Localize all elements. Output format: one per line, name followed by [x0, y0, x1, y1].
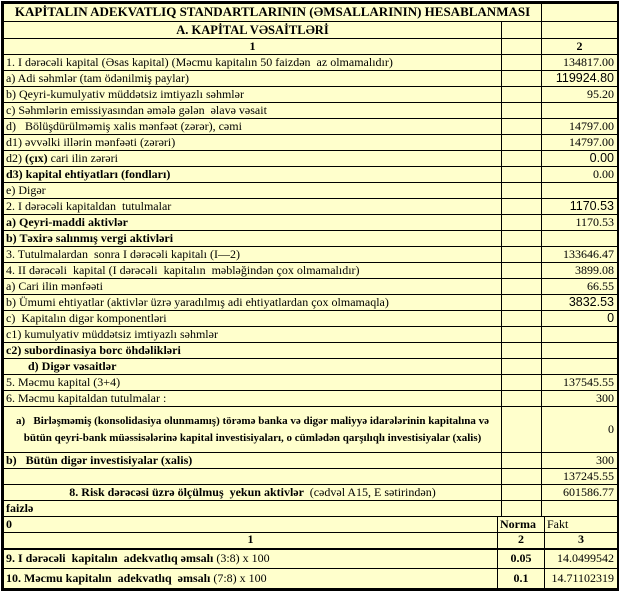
- row-value-cell: [542, 327, 618, 343]
- table-row: [4, 71, 618, 87]
- label-part: (çıx): [25, 150, 48, 165]
- table-row: [4, 263, 618, 279]
- row-mid-cell: [502, 167, 542, 183]
- row-label-cell: [4, 183, 502, 199]
- row-value-cell: 0.00: [542, 151, 618, 167]
- table-row: [4, 327, 618, 343]
- table-row: [4, 103, 618, 119]
- label-part: 3. Tutulmalardan sonra I dərəcəli kapitalı (I—2): [6, 246, 240, 261]
- row-label-cell: [4, 375, 502, 391]
- row-mid-cell: [502, 119, 542, 135]
- row-value-cell: 137245.55: [542, 469, 618, 485]
- table-row: [4, 119, 618, 135]
- label-part: a) Qeyri-maddi aktivlər: [6, 214, 128, 229]
- row-label-cell: [4, 327, 502, 343]
- row-label-cell: [4, 199, 502, 215]
- label-part: b) Qeyri-kumulyativ müddətsiz imtiyazlı səhmlər: [6, 86, 244, 101]
- table-row: [4, 183, 618, 199]
- row-label-cell: [4, 279, 502, 295]
- row-mid-cell: [502, 359, 542, 375]
- table-row: [4, 569, 618, 589]
- row-label-cell: [4, 215, 502, 231]
- row-mid-cell: [502, 135, 542, 151]
- ratio-label-cell: [4, 569, 498, 589]
- label-part: a) Adi səhmlər (tam ödənilmiş paylar): [6, 70, 189, 85]
- fakt-value-cell: 14.71102319: [545, 569, 618, 589]
- label-part: cari ilin zərəri: [47, 150, 118, 165]
- row-value-cell: 0: [542, 311, 618, 327]
- table-row: [4, 295, 618, 311]
- label-part: b) Ümumi ehtiyatlar (aktivlər üzrə yaradılmış adi ehtiyatlardan çox olmamaqla): [6, 294, 389, 309]
- label-part: d1) əvvəlki illərin mənfəəti (zərəri): [6, 134, 176, 149]
- table-row: [4, 501, 618, 517]
- label-part: 1. I dərəcəli kapital (Əsas kapital) (Məcmu kapitalın 50 faizdən az olmamalıdır): [6, 54, 393, 69]
- row-value-cell: 300: [542, 453, 618, 469]
- column-header-1: 1: [4, 39, 502, 55]
- row-label-cell: [4, 119, 502, 135]
- row-value-cell: 0.00: [542, 167, 618, 183]
- table-row: [4, 39, 618, 55]
- row-label-cell: [4, 167, 502, 183]
- table-row: [4, 279, 618, 295]
- table-row: [4, 135, 618, 151]
- empty-cell: [502, 39, 542, 55]
- table-row: [4, 151, 618, 167]
- row-mid-cell: [502, 343, 542, 359]
- label-part: d3) kapital ehtiyatları (fondları): [6, 166, 171, 181]
- label-part: c) Kapitalın digər komponentləri: [6, 310, 167, 325]
- table-row: [4, 87, 618, 103]
- label-part: e) Digər: [6, 182, 46, 197]
- table-row: [4, 453, 618, 469]
- row-value-cell: 137545.55: [542, 375, 618, 391]
- table-row: [4, 375, 618, 391]
- empty-cell: [502, 22, 542, 39]
- norma-header: Norma: [498, 517, 545, 533]
- ratio-label-cell: [4, 549, 498, 569]
- ratio-col-header-2: 2: [498, 533, 545, 549]
- row-mid-cell: [502, 183, 542, 199]
- row-mid-cell: [502, 501, 542, 517]
- row-value-cell: [542, 103, 618, 119]
- row-label-cell: [4, 343, 502, 359]
- row-label-cell: [4, 485, 502, 501]
- label-part: c2) subordinasiya borc öhdəlikləri: [6, 342, 181, 357]
- table-row: [4, 343, 618, 359]
- row-value-cell: 300: [542, 391, 618, 407]
- row-label-cell: [4, 151, 502, 167]
- section-title: A. KAPİTAL VƏSAİTLƏRİ: [4, 22, 502, 39]
- row-value-cell: 95.20: [542, 87, 618, 103]
- row-label-cell: [4, 55, 502, 71]
- label-part: (7:8) x 100: [210, 570, 267, 585]
- row-label-cell: [4, 469, 502, 485]
- row-value-cell: 0: [542, 407, 618, 453]
- column-header-2: 2: [542, 39, 618, 55]
- row-mid-cell: [502, 327, 542, 343]
- row-mid-cell: [502, 453, 542, 469]
- table-row: [4, 533, 618, 549]
- table-row: [4, 231, 618, 247]
- label-part: (3:8) x 100: [213, 550, 270, 565]
- ratio-col-header-3: 3: [545, 533, 618, 549]
- row-mid-cell: [502, 391, 542, 407]
- label-part: b) Bütün digər investisiyalar (xalis): [6, 452, 193, 467]
- row-label-cell: [4, 359, 502, 375]
- table-row: [4, 517, 618, 533]
- row-label-cell: [4, 87, 502, 103]
- row-mid-cell: [502, 87, 542, 103]
- zero-label: 0: [4, 517, 498, 533]
- table-row: [4, 391, 618, 407]
- label-part: d) Digər vəsaitlər: [28, 358, 117, 373]
- row-label-cell: [4, 311, 502, 327]
- row-mid-cell: [502, 247, 542, 263]
- row-value-cell: 66.55: [542, 279, 618, 295]
- row-value-cell: 1170.53: [542, 215, 618, 231]
- label-part: c1) kumulyativ müddətsiz imtiyazlı səhmlər: [6, 326, 218, 341]
- table-row: [4, 167, 618, 183]
- row-mid-cell: [502, 231, 542, 247]
- row-value-cell: [542, 231, 618, 247]
- row-value-cell: 14797.00: [542, 135, 618, 151]
- norma-value-cell: 0.1: [498, 569, 545, 589]
- row-label-cell: [4, 103, 502, 119]
- row-value-cell: [542, 501, 618, 517]
- row-label-cell: [4, 295, 502, 311]
- row-mid-cell: [502, 55, 542, 71]
- label-part: 6. Məcmu kapitaldan tutulmalar :: [6, 390, 167, 405]
- table-row: [4, 22, 618, 39]
- report-table-ratios: [3, 516, 618, 589]
- row-mid-cell: [502, 199, 542, 215]
- label-part: 9. I dərəcəli kapitalın adekvatlıq əmsalı: [6, 550, 214, 565]
- ratio-col-header-1: 1: [4, 533, 498, 549]
- row-value-cell: [542, 343, 618, 359]
- row-label-cell: [4, 453, 502, 469]
- table-row: [4, 469, 618, 485]
- table-row: [4, 55, 618, 71]
- label-part: c) Səhmlərin emissiyasından əmələ gələn əlavə vəsait: [6, 102, 267, 117]
- table-row: [4, 549, 618, 569]
- row-value-cell: 3832.53: [542, 295, 618, 311]
- row-mid-cell: [502, 215, 542, 231]
- table-row: [4, 247, 618, 263]
- row-mid-cell: [502, 263, 542, 279]
- report-table-top: [3, 3, 618, 517]
- label-part: 10. Məcmu kapitalın adekvatlıq əmsalı: [6, 570, 211, 585]
- empty-cell: [542, 22, 618, 39]
- label-part: a) Cari ilin mənfəəti: [6, 278, 103, 293]
- row-label-cell: [4, 407, 502, 453]
- table-row: [4, 485, 618, 501]
- row-mid-cell: [502, 103, 542, 119]
- row-value-cell: 133646.47: [542, 247, 618, 263]
- row-mid-cell: [502, 469, 542, 485]
- row-value-cell: [542, 183, 618, 199]
- row-value-cell: 14797.00: [542, 119, 618, 135]
- capital-adequacy-report: [1, 1, 619, 591]
- label-part: 4. II dərəcəli kapital (I dərəcəli kapitalın məbləğindən çox olmamalıdır): [6, 262, 360, 277]
- row-value-cell: 134817.00: [542, 55, 618, 71]
- label-part: a) Birləşməmiş (konsolidasiya olunmamış) törəmə banka və digər maliyyə idarələrinin kapitalına və bütün qeyri-bank müəssisələrinə kapital investisiyaları, o cümlədən qarşılıqlı investisiyalar (xalis): [15, 415, 492, 444]
- table-row: [4, 407, 618, 453]
- empty-cell: [542, 4, 618, 22]
- fakt-header: Fakt: [545, 517, 618, 533]
- table-row: [4, 199, 618, 215]
- row-mid-cell: [502, 375, 542, 391]
- table-row: [4, 311, 618, 327]
- row-label-cell: [4, 391, 502, 407]
- row-label-cell: [4, 501, 502, 517]
- row-value-cell: 119924.80: [542, 71, 618, 87]
- row-mid-cell: [502, 71, 542, 87]
- row-label-cell: [4, 231, 502, 247]
- row-mid-cell: [502, 151, 542, 167]
- label-part: 5. Məcmu kapital (3+4): [6, 374, 121, 389]
- row-label-cell: [4, 247, 502, 263]
- row-value-cell: 3899.08: [542, 263, 618, 279]
- label-part: d) Bölüşdürülməmiş xalis mənfəət (zərər), cəmi: [6, 118, 242, 133]
- norma-value-cell: 0.05: [498, 549, 545, 569]
- row-value-cell: 601586.77: [542, 485, 618, 501]
- row-mid-cell: [502, 485, 542, 501]
- row-mid-cell: [502, 295, 542, 311]
- row-mid-cell: [502, 279, 542, 295]
- table-row: [4, 215, 618, 231]
- label-part: 2. I dərəcəli kapitaldan tutulmalar: [6, 198, 172, 213]
- label-part: (cədvəl A15, E sətirindən): [306, 484, 436, 499]
- row-mid-cell: [502, 311, 542, 327]
- table-row: [4, 4, 618, 22]
- label-part: d2): [6, 150, 25, 165]
- fakt-value-cell: 14.0499542: [545, 549, 618, 569]
- report-title: KAPİTALIN ADEKVATLIQ STANDARTLARININ (ƏMSALLARININ) HESABLANMASI: [4, 4, 542, 22]
- row-label-cell: [4, 71, 502, 87]
- label-part: b) Təxirə salınmış vergi aktivləri: [6, 230, 174, 245]
- label-part: 8. Risk dərəcəsi üzrə ölçülmuş yekun aktivlər: [69, 484, 307, 499]
- row-value-cell: 1170.53: [542, 199, 618, 215]
- table-row: [4, 359, 618, 375]
- row-label-cell: [4, 135, 502, 151]
- label-part: faizlə: [6, 500, 34, 515]
- row-value-cell: [542, 359, 618, 375]
- row-mid-cell: [502, 407, 542, 453]
- row-label-cell: [4, 263, 502, 279]
